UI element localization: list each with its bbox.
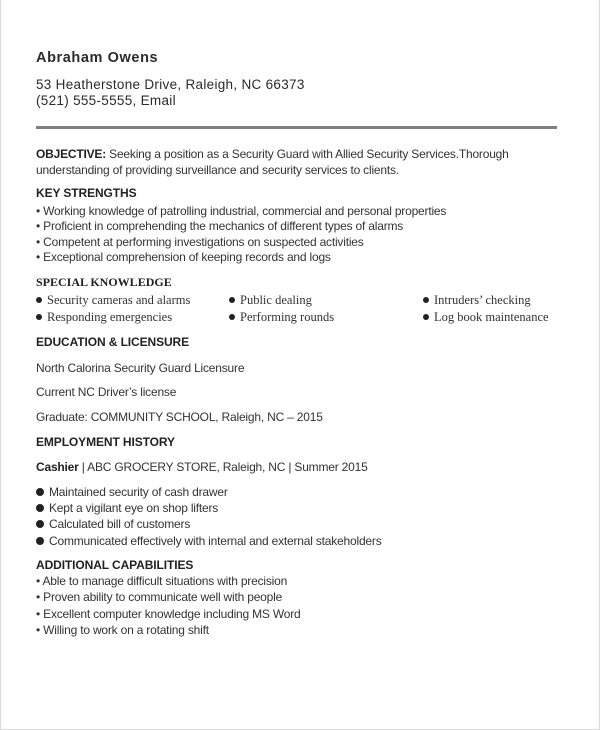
- additional-capabilities-heading: ADDITIONAL CAPABILITIES: [36, 558, 194, 572]
- employment-item: Communicated effectively with internal and external stakeholders: [36, 534, 382, 548]
- key-strength-item: • Proficient in comprehending the mechanics of different types of alarms: [36, 219, 404, 233]
- capability-item: • Excellent computer knowledge including MS Word: [36, 607, 301, 621]
- objective-text-1: Seeking a position as a Security Guard with Allied Security Services.Thorough: [106, 147, 509, 161]
- key-strengths-heading: KEY STRENGTHS: [36, 186, 137, 200]
- bullet-icon: [36, 488, 44, 496]
- bullet-icon: [36, 297, 42, 303]
- special-knowledge-heading: SPECIAL KNOWLEDGE: [36, 275, 172, 289]
- key-strength-item: • Working knowledge of patrolling industrial, commercial and personal properties: [36, 204, 447, 218]
- header-divider: [36, 126, 557, 129]
- objective-line-2: understanding of providing surveillance and security services to clients.: [36, 163, 399, 177]
- candidate-contact: (521) 555-5555, Email: [36, 93, 176, 108]
- bullet-icon: [229, 314, 235, 320]
- candidate-name: Abraham Owens: [36, 50, 159, 66]
- capability-item: • Proven ability to communicate well with people: [36, 590, 283, 604]
- employment-item: Maintained security of cash drawer: [36, 485, 228, 499]
- objective-label: OBJECTIVE:: [36, 147, 107, 161]
- job-detail: | ABC GROCERY STORE, Raleigh, NC | Summer 2015: [78, 460, 368, 474]
- special-knowledge-item: Log book maintenance: [423, 310, 549, 325]
- employment-heading: EMPLOYMENT HISTORY: [36, 435, 175, 449]
- education-item: Current NC Driver’s license: [36, 385, 177, 399]
- capability-item: • Willing to work on a rotating shift: [36, 623, 209, 637]
- special-knowledge-item: Intruders’ checking: [423, 293, 531, 308]
- candidate-address: 53 Heatherstone Drive, Raleigh, NC 66373: [36, 77, 305, 92]
- job-entry: [36, 460, 368, 474]
- bullet-icon: [36, 504, 44, 512]
- job-title: Cashier: [36, 460, 79, 474]
- capability-item: • Able to manage difficult situations with precision: [36, 574, 288, 588]
- special-knowledge-item: Security cameras and alarms: [36, 293, 190, 308]
- special-knowledge-item: Responding emergencies: [36, 310, 172, 325]
- bullet-icon: [36, 537, 44, 545]
- page-border-left: [0, 0, 1, 730]
- education-item: Graduate: COMMUNITY SCHOOL, Raleigh, NC – 2015: [36, 410, 323, 424]
- key-strength-item: • Competent at performing investigations on suspected activities: [36, 235, 364, 249]
- bullet-icon: [423, 314, 429, 320]
- bullet-icon: [36, 314, 42, 320]
- special-knowledge-item: Public dealing: [229, 293, 312, 308]
- employment-item: Kept a vigilant eye on shop lifters: [36, 501, 218, 515]
- special-knowledge-item: Performing rounds: [229, 310, 334, 325]
- employment-item: Calculated bill of customers: [36, 517, 190, 531]
- objective-line-1: [36, 147, 509, 161]
- education-item: North Calorina Security Guard Licensure: [36, 361, 245, 375]
- education-heading: EDUCATION & LICENSURE: [36, 335, 190, 349]
- bullet-icon: [36, 520, 44, 528]
- key-strength-item: • Exceptional comprehension of keeping records and logs: [36, 250, 331, 264]
- bullet-icon: [229, 297, 235, 303]
- bullet-icon: [423, 297, 429, 303]
